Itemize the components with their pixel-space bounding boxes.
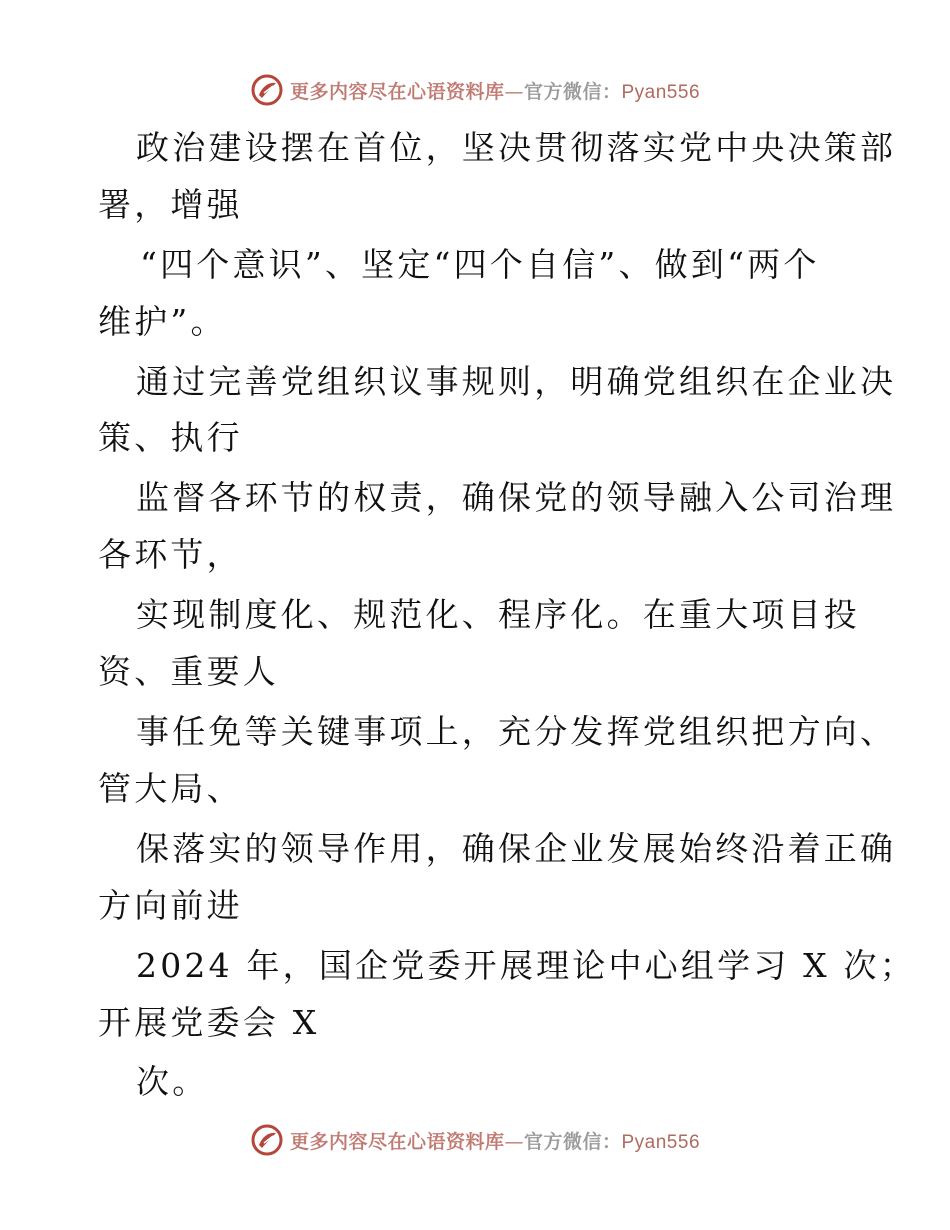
red-seal-logo-icon <box>250 1123 284 1157</box>
body-line: “四个意识”、坚定“四个自信”、做到“两个 <box>140 245 820 284</box>
body-line: 署，增强 <box>98 185 243 224</box>
body-line: 通过完善党组织议事规则，明确党组织在企业决 <box>136 362 897 401</box>
watermark-label: 官方微信： <box>523 80 622 103</box>
body-line: 方向前进 <box>98 886 243 925</box>
body-line: 事任免等关键事项上，充分发挥党组织把方向、 <box>136 712 897 751</box>
body-line: 管大局、 <box>98 769 243 808</box>
watermark-dash: — <box>504 80 524 103</box>
watermark-lead-text: 更多内容尽在心语资料库 <box>289 1130 505 1153</box>
body-line: 次。 <box>136 1062 209 1101</box>
body-line: 政治建设摆在首位，坚决贯彻落实党中央决策部 <box>136 128 897 167</box>
body-line: 维护”。 <box>98 302 227 341</box>
watermark-wechat-id: Pyan556 <box>621 1131 701 1153</box>
body-line: 各环节， <box>98 535 243 574</box>
body-line: 监督各环节的权责，确保党的领导融入公司治理 <box>136 478 897 517</box>
body-line: 开展党委会 X <box>98 1003 320 1042</box>
watermark-wechat-id: Pyan556 <box>621 81 701 103</box>
body-line: 2024 年，国企党委开展理论中心组学习 X 次； <box>136 946 916 985</box>
body-line: 资、重要人 <box>98 652 279 691</box>
body-line: 保落实的领导作用，确保企业发展始终沿着正确 <box>136 829 897 868</box>
watermark-label: 官方微信： <box>523 1130 622 1153</box>
footer-watermark <box>0 1120 950 1160</box>
body-line: 策、执行 <box>98 418 243 457</box>
body-line: 实现制度化、规范化、程序化。在重大项目投 <box>136 595 860 634</box>
watermark-lead-text: 更多内容尽在心语资料库 <box>289 80 505 103</box>
watermark-dash: — <box>504 1130 524 1153</box>
